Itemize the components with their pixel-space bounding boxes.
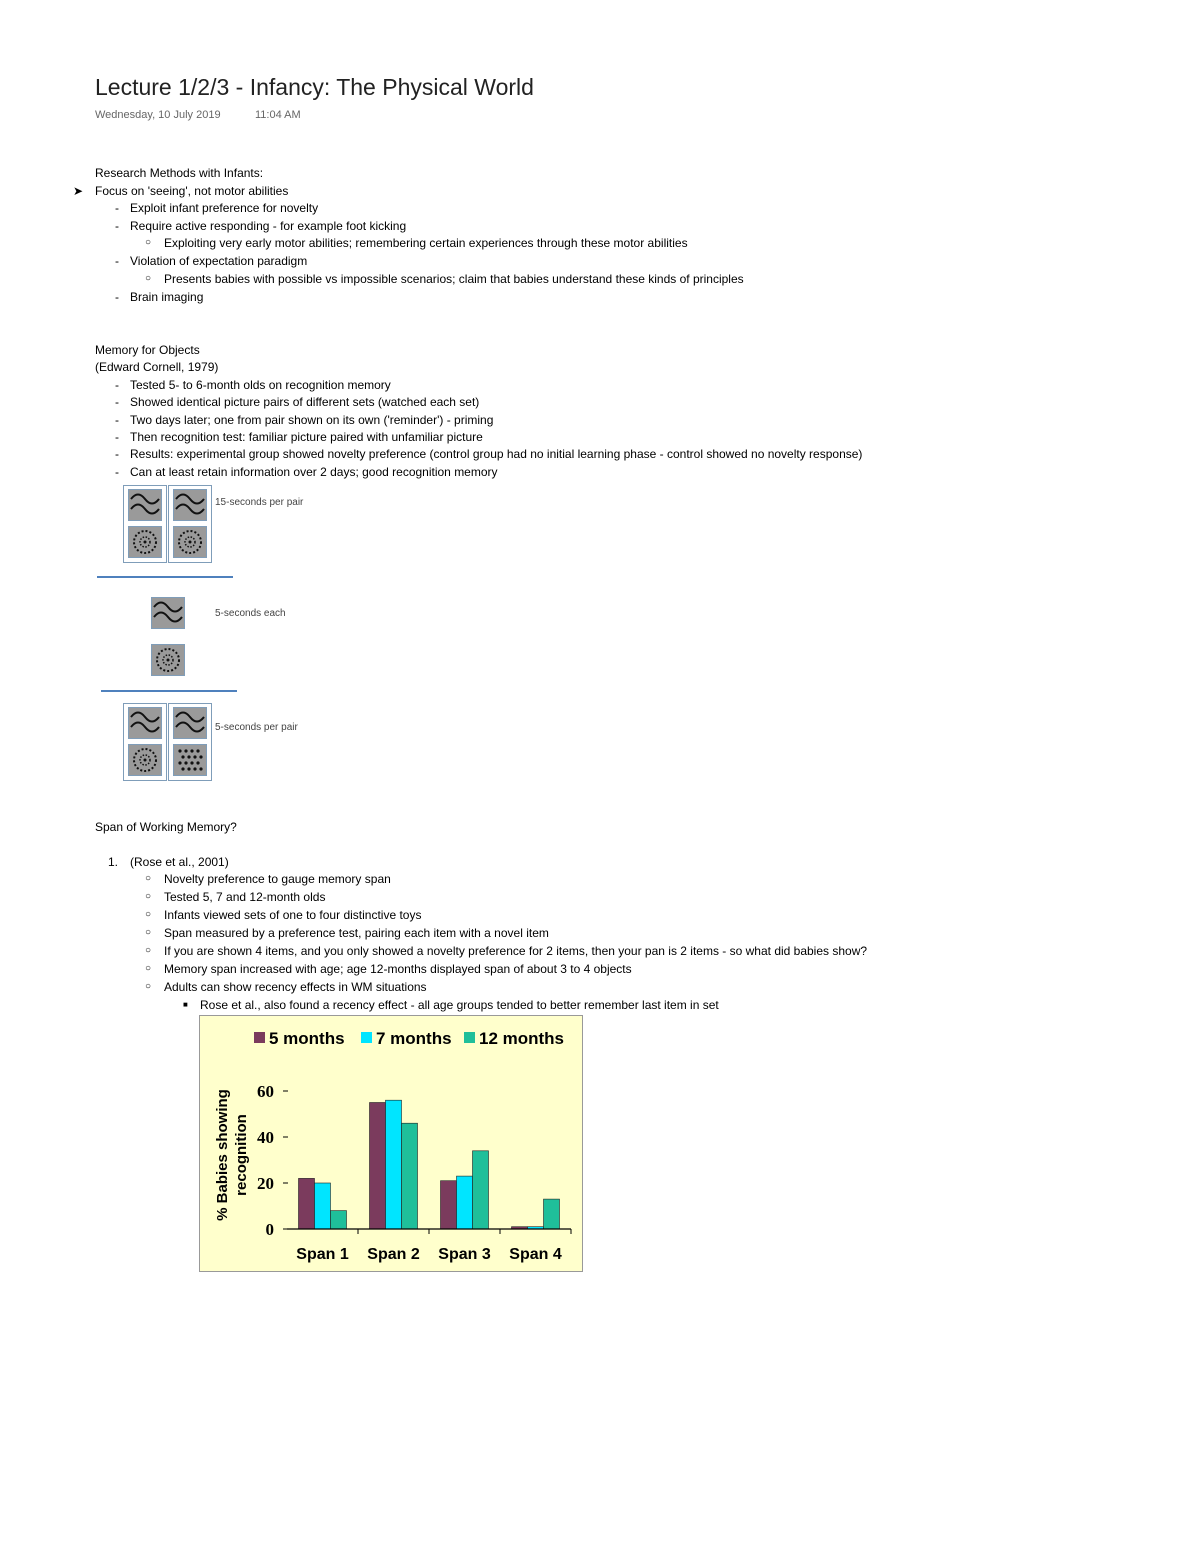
list-item: Exploit infant preference for novelty (130, 201, 319, 215)
section-heading-memory-objects: Memory for Objects (95, 343, 200, 357)
list-item: Require active responding - for example foot kicking (130, 219, 407, 233)
circle-bullet-icon: ○ (145, 873, 152, 884)
dash-bullet-icon: - (115, 378, 119, 392)
dash-bullet-icon: - (115, 219, 119, 233)
bar (299, 1178, 315, 1229)
wave-pattern-icon (173, 489, 207, 521)
dash-bullet-icon: - (115, 465, 119, 479)
list-item: Violation of expectation paradigm (130, 254, 308, 268)
page-date: Wednesday, 10 July 2019 (95, 109, 221, 121)
list-item: Novelty preference to gauge memory span (164, 872, 391, 886)
page-title: Lecture 1/2/3 - Infancy: The Physical World (95, 74, 534, 100)
legend-label: 12 months (479, 1029, 565, 1048)
list-item: Presents babies with possible vs impossible scenarios; claim that babies understand these kinds of principles (164, 272, 744, 286)
wave-pattern-icon (128, 489, 162, 521)
bar (386, 1100, 402, 1229)
circle-bullet-icon: ○ (145, 927, 152, 938)
legend-swatch (361, 1032, 372, 1043)
dash-bullet-icon: - (115, 430, 119, 444)
list-item: Then recognition test: familiar picture paired with unfamiliar picture (130, 430, 483, 444)
wave-pattern-icon (151, 597, 185, 629)
list-item: If you are shown 4 items, and you only showed a novelty preference for 2 items, then your pan is 2 items - so what did babies show? (164, 944, 868, 958)
dot-grid-pattern-icon (173, 744, 207, 776)
ring-pattern-icon (173, 526, 207, 558)
bar (315, 1183, 331, 1229)
ring-pattern-icon (151, 644, 185, 676)
page-time: 11:04 AM (255, 109, 301, 121)
x-tick-label: Span 3 (438, 1246, 491, 1263)
circle-bullet-icon: ○ (145, 981, 152, 992)
wave-pattern-icon (173, 707, 207, 739)
legend-swatch (254, 1032, 265, 1043)
list-item: Exploiting very early motor abilities; remembering certain experiences through these motor abilities (164, 236, 688, 250)
bar (402, 1123, 418, 1229)
legend-label: 7 months (376, 1029, 452, 1048)
bar (441, 1181, 457, 1229)
list-item: Two days later; one from pair shown on its own ('reminder') - priming (130, 413, 494, 427)
bar (544, 1199, 560, 1229)
list-item: Memory span increased with age; age 12-months displayed span of about 3 to 4 objects (164, 962, 632, 976)
list-item: Infants viewed sets of one to four distinctive toys (164, 908, 422, 922)
circle-bullet-icon: ○ (145, 237, 152, 248)
list-item: Tested 5- to 6-month olds on recognition memory (130, 378, 391, 392)
list-item: Can at least retain information over 2 days; good recognition memory (130, 465, 498, 479)
square-bullet-icon: ■ (183, 1000, 188, 1009)
divider (97, 576, 233, 578)
dash-bullet-icon: - (115, 254, 119, 268)
wave-pattern-icon (128, 707, 162, 739)
divider (101, 690, 237, 692)
circle-bullet-icon: ○ (145, 945, 152, 956)
legend-swatch (464, 1032, 475, 1043)
dash-bullet-icon: - (115, 201, 119, 215)
list-item: Results: experimental group showed novelty preference (control group had no initial learning phase - control showed no novelty response) (130, 447, 863, 461)
bar (457, 1176, 473, 1229)
y-tick-label: 20 (257, 1174, 274, 1193)
dash-bullet-icon: - (115, 447, 119, 461)
circle-bullet-icon: ○ (145, 909, 152, 920)
x-tick-label: Span 2 (367, 1246, 420, 1263)
ring-pattern-icon (128, 744, 162, 776)
list-item: Adults can show recency effects in WM situations (164, 980, 427, 994)
list-item: Tested 5, 7 and 12-month olds (164, 890, 326, 904)
citation: (Edward Cornell, 1979) (95, 360, 219, 374)
figure-caption: 5-seconds each (215, 608, 286, 619)
legend-label: 5 months (269, 1029, 345, 1048)
y-axis-label: % Babies showing (214, 1089, 231, 1221)
circle-bullet-icon: ○ (145, 891, 152, 902)
y-tick-label: 0 (265, 1220, 274, 1239)
bar (331, 1211, 347, 1229)
dash-bullet-icon: - (115, 395, 119, 409)
sub-list-item: Rose et al., also found a recency effect - all age groups tended to better remember last item in set (200, 998, 719, 1012)
dash-bullet-icon: - (115, 413, 119, 427)
section-heading-working-memory: Span of Working Memory? (95, 820, 237, 834)
ring-pattern-icon (128, 526, 162, 558)
figure-caption: 15-seconds per pair (215, 497, 304, 508)
figure-caption: 5-seconds per pair (215, 722, 298, 733)
circle-bullet-icon: ○ (145, 963, 152, 974)
bar (370, 1103, 386, 1230)
list-item: Brain imaging (130, 290, 204, 304)
circle-bullet-icon: ○ (145, 273, 152, 284)
number-marker: 1. (108, 855, 119, 869)
section-heading-research-methods: Research Methods with Infants: (95, 166, 264, 180)
x-tick-label: Span 1 (296, 1246, 349, 1263)
y-axis-label: recognition (233, 1114, 250, 1196)
bar (473, 1151, 489, 1229)
y-tick-label: 40 (257, 1128, 274, 1147)
arrow-bullet-icon: ➤ (73, 184, 84, 198)
numbered-item: (Rose et al., 2001) (130, 855, 229, 869)
bar-chart (199, 1015, 584, 1273)
list-item: Showed identical picture pairs of different sets (watched each set) (130, 395, 480, 409)
y-tick-label: 60 (257, 1082, 274, 1101)
main-bullet: Focus on 'seeing', not motor abilities (95, 184, 289, 198)
dash-bullet-icon: - (115, 290, 119, 304)
list-item: Span measured by a preference test, pairing each item with a novel item (164, 926, 549, 940)
x-tick-label: Span 4 (509, 1246, 562, 1263)
